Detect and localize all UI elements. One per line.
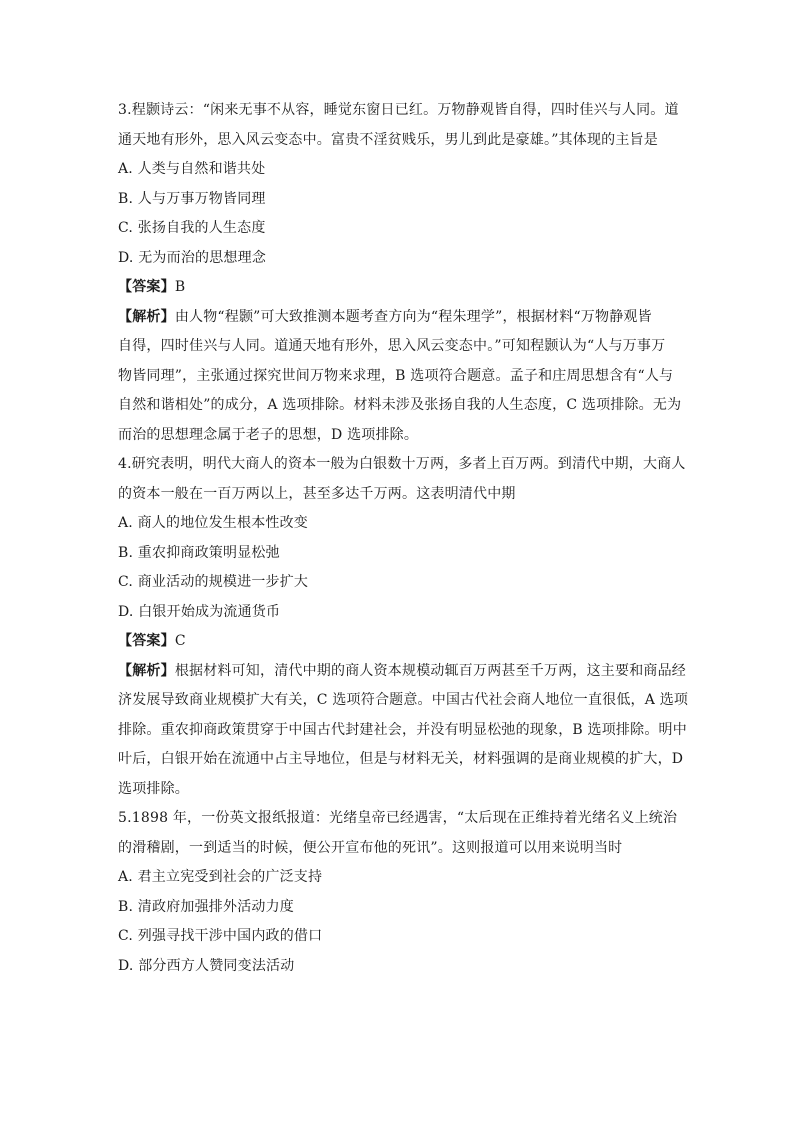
question-4-analysis-line-2: 济发展导致商业规模扩大有关，C 选项符合题意。中国古代社会商人地位一直很低，A 选项 xyxy=(118,692,689,708)
question-4-analysis-line-5: 选项排除。 xyxy=(118,780,189,797)
question-5-option-d: D. 部分西方人赞同变法活动 xyxy=(118,957,295,974)
question-3-stem-line-1: 3.程颢诗云：“闲来无事不从容，睡觉东窗日已红。万物静观皆自得，四时佳兴与人同。道 xyxy=(118,102,679,118)
question-4-analysis-line-4: 叶后，白银开始在流通中占主导地位，但是与材料无关，材料强调的是商业规模的扩大，D xyxy=(118,751,684,767)
analysis-text: 根据材料可知，清代中期的商人资本规模动辄百万两甚至千万两，这主要和商品经 xyxy=(174,662,687,679)
question-3-option-d: D. 无为而治的思想理念 xyxy=(118,249,267,266)
question-3-analysis-line-3: 物皆同理”，主张通过探究世间万物来求理，B 选项符合题意。孟子和庄周思想含有“人与 xyxy=(118,367,674,384)
question-4-analysis-line-3: 排除。重农抑商政策贯穿于中国古代封建社会，并没有明显松弛的现象，B 选项排除。明中 xyxy=(118,721,687,738)
question-3-option-c: C. 张扬自我的人生态度 xyxy=(118,220,266,236)
question-4-option-a: A. 商人的地位发生根本性改变 xyxy=(118,515,309,531)
question-3 xyxy=(118,96,682,450)
question-5-option-c: C. 列强寻找干涉中国内政的借口 xyxy=(118,928,323,944)
question-4-stem-line-1: 4.研究表明，明代大商人的资本一般为白银数十万两，多者上百万两。到清代中期，大商人 xyxy=(118,456,686,472)
question-4-option-c: C. 商业活动的规模进一步扩大 xyxy=(118,574,309,590)
question-3-option-a: A. 人类与自然和谐共处 xyxy=(118,161,266,177)
question-4-answer xyxy=(118,627,678,657)
question-3-stem-line-2: 通天地有形外，思入风云变态中。富贵不淫贫贱乐，男儿到此是豪雄。”其体现的主旨是 xyxy=(118,131,658,148)
question-3-analysis-line-4: 自然和谐相处”的成分，A 选项排除。材料未涉及张扬自我的人生态度，C 选项排除。无为 xyxy=(118,397,682,413)
question-5-option-a: A. 君主立宪受到社会的广泛支持 xyxy=(118,869,323,885)
question-5 xyxy=(118,804,678,981)
question-4 xyxy=(118,450,689,804)
answer-tag: 【答案】 xyxy=(118,633,175,649)
analysis-text: 由人物“程颢”可大致推测本题考查方向为“程朱理学”，根据材料“万物静观皆 xyxy=(174,308,652,325)
question-3-option-b: B. 人与万事万物皆同理 xyxy=(118,190,266,207)
document-page xyxy=(118,96,689,981)
question-5-option-b: B. 清政府加强排外活动力度 xyxy=(118,898,294,915)
question-3-analysis-line-5: 而治的思想理念属于老子的思想，D 选项排除。 xyxy=(118,426,419,443)
analysis-tag: 【解析】 xyxy=(118,662,175,679)
question-3-answer xyxy=(118,273,678,303)
answer-tag: 【答案】 xyxy=(118,279,175,295)
question-4-option-d: D. 白银开始成为流通货币 xyxy=(118,603,281,620)
analysis-tag: 【解析】 xyxy=(118,308,175,325)
question-5-stem-line-2: 的滑稽剧，一到适当的时候，便公开宣布他的死讯”。这则报道可以用来说明当时 xyxy=(118,839,623,856)
question-3-analysis-line-2: 自得，四时佳兴与人同。道通天地有形外，思入风云变态中。”可知程颢认为“人与万事万 xyxy=(118,338,666,354)
question-4-stem-line-2: 的资本一般在一百万两以上，甚至多达千万两。这表明清代中期 xyxy=(118,485,516,502)
question-4-analysis-line-1 xyxy=(118,657,687,687)
question-5-stem-line-1: 5.1898 年，一份英文报纸报道：光绪皇帝已经遇害，“太后现在正维持着光绪名义上统治 xyxy=(118,810,678,826)
answer-value: B xyxy=(174,279,186,295)
question-3-analysis-line-1 xyxy=(118,303,678,333)
question-4-option-b: B. 重农抑商政策明显松弛 xyxy=(118,544,280,561)
answer-value: C xyxy=(174,633,186,649)
